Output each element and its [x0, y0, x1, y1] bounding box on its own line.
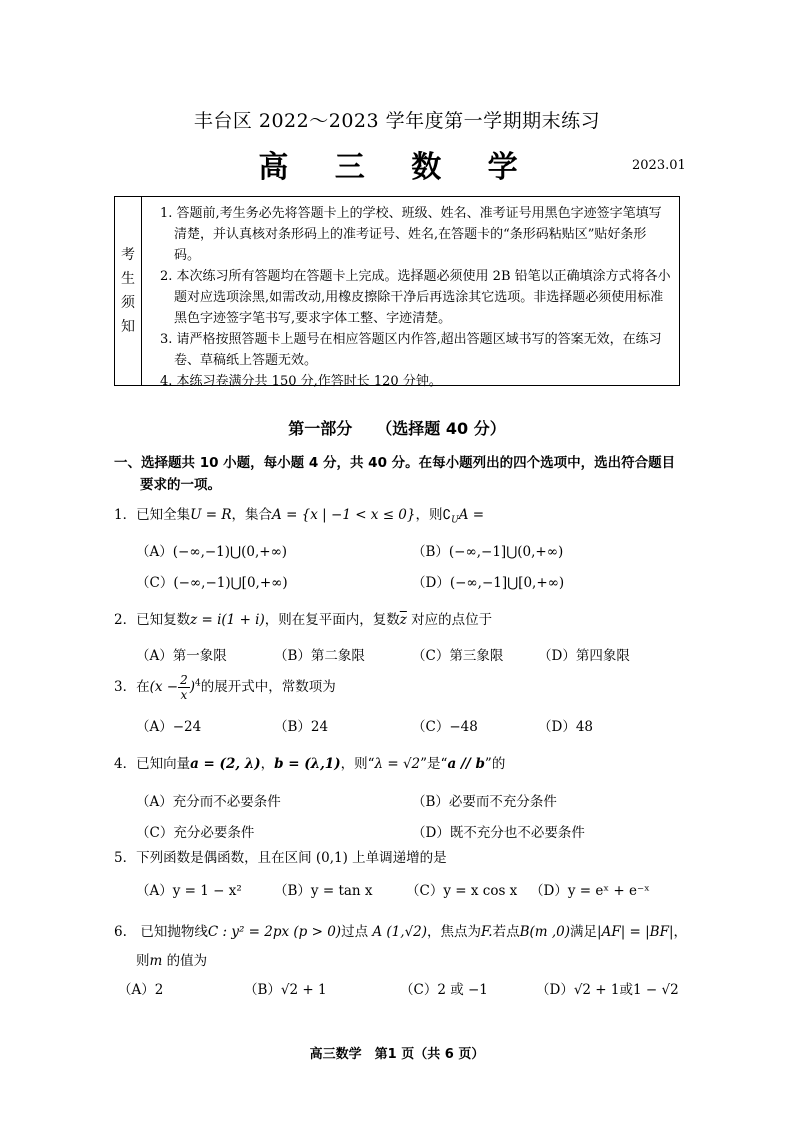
exam-title: 丰台区 2022～2023 学年度第一学期期末练习	[193, 110, 601, 132]
q6-math: m	[149, 953, 163, 969]
q1-text: ，集合	[231, 507, 273, 523]
question-5-stem: 5．下列函数是偶函数，且在区间 (0,1) 上单调递增的是	[114, 850, 447, 866]
q3-math: (x −	[149, 679, 179, 695]
q4-option-a: （A）充分而不必要条件	[136, 794, 281, 810]
notice-item: 1. 答题前,考生务必先将答题卡上的学校、班级、姓名、准考证号用黑色字迹签字笔填写清楚，并认真核对条形码上的准考证号、姓名,在答题卡的“条形码粘贴区”贴好条形码。	[160, 206, 662, 263]
q4-math: a = (2, λ)	[190, 756, 261, 772]
q2-text: 对应的点位于	[406, 612, 493, 628]
q6-math: |AF| = |BF|	[597, 924, 674, 940]
q6-text: 满足	[570, 924, 598, 940]
page-footer: 高三数学 第1 页（共 6 页）	[309, 1047, 485, 1062]
notice-body	[142, 197, 679, 389]
notice-label-char: 生	[121, 271, 135, 287]
q3-option-d: （D）48	[538, 719, 594, 735]
q4-math: a // b	[447, 756, 485, 772]
q3-fraction	[178, 673, 190, 702]
section-intro-line: 一、选择题共 10 小题，每小题 4 分，共 40 分。在每小题列出的四个选项中，选出符合题目	[114, 455, 676, 471]
q6-text: ，	[673, 924, 688, 940]
q6-option-d: （D）√2 + 1或1 − √2	[536, 982, 679, 998]
q6-text: ，焦点为	[427, 924, 482, 940]
q2-option-d: （D）第四象限	[538, 648, 630, 664]
q5-option-a: （A）y = 1 − x²	[136, 883, 242, 899]
q3-text: 3．在	[114, 679, 150, 695]
section-intro-line: 要求的一项。	[140, 477, 221, 493]
exam-date: 2023.01	[632, 158, 686, 173]
q4-text: ，则“	[340, 756, 375, 772]
q4-math: λ = √2	[374, 756, 421, 772]
q6-text: 的值为	[162, 953, 208, 969]
section-intro	[114, 452, 682, 496]
q6-option-c: （C）2 或 −1	[400, 982, 488, 998]
q1-math: A = {x | −1 < x ≤ 0}	[272, 507, 416, 523]
q6-math: F.	[481, 924, 493, 940]
q2-option-b: （B）第二象限	[274, 648, 365, 664]
q6-text: 过点	[341, 924, 369, 940]
notice-item: 4. 本练习卷满分共 150 分,作答时长 120 分钟。	[160, 374, 442, 389]
q6-math: B(m ,0)	[519, 924, 571, 940]
question-6-stem-line2	[136, 949, 716, 969]
q1-math: A =	[458, 507, 485, 523]
q1-option-d: （D）(−∞,−1]⋃[0,+∞)	[412, 575, 565, 591]
q2-text: ，则在复平面内，复数	[264, 612, 400, 628]
notice-label-char: 考	[121, 247, 135, 263]
question-2-stem	[114, 608, 694, 628]
q4-text: ”是“	[420, 756, 448, 772]
notice-item: 2. 本次练习所有答题均在答题卡上完成。选择题必须使用 2B 铅笔以正确填涂方式将各小题对应选项涂黑,如需改动,用橡皮擦除干净后再选涂其它选项。非选择题必须使用标准黑色字迹签字笔书写,要求字体工整、字迹清楚。	[160, 269, 671, 326]
q4-option-d: （D）既不充分也不必要条件	[412, 825, 585, 841]
q6-math: C : y² = 2px (p > 0)	[207, 924, 342, 940]
q1-option-b: （B）(−∞,−1]⋃(0,+∞)	[412, 544, 564, 560]
q4-text: 4．已知向量	[114, 756, 191, 772]
q4-option-c: （C）充分必要条件	[136, 825, 255, 841]
notice-label	[115, 197, 142, 385]
q3-text: 的展开式中，常数项为	[200, 679, 336, 695]
q1-text: 1．已知全集	[114, 507, 191, 523]
q3-option-c: （C）−48	[412, 719, 478, 735]
q6-option-b: （B）√2 + 1	[244, 982, 327, 998]
question-3-stem	[114, 673, 694, 702]
q5-option-b: （B）y = tan x	[274, 883, 373, 899]
q1-option-a: （A）(−∞,−1)⋃(0,+∞)	[136, 544, 288, 560]
notice-label-char: 知	[121, 319, 135, 335]
q1-subscript: U	[451, 515, 459, 526]
q2-text: 2．已知复数	[114, 612, 191, 628]
q4-math: b = (λ,1)	[274, 756, 341, 772]
q4-option-b: （B）必要而不充分条件	[412, 794, 557, 810]
q3-frac-num: 2	[180, 673, 188, 687]
part-one-title: 第一部分 （选择题 40 分）	[288, 419, 506, 438]
q2-option-a: （A）第一象限	[136, 648, 227, 664]
notice-label-char: 须	[121, 295, 135, 311]
q5-option-d: （D）y = eˣ + e⁻ˣ	[530, 883, 650, 899]
q2-conjugate: $\overline{z}$	[399, 612, 407, 628]
candidate-notice-box	[114, 196, 680, 389]
q3-option-a: （A）−24	[136, 719, 202, 735]
question-1-stem	[114, 503, 694, 526]
q6-text: 则	[136, 953, 150, 969]
q3-exponent: 4	[195, 678, 201, 689]
q3-option-b: （B）24	[274, 719, 329, 735]
q1-math: U = R	[190, 507, 232, 523]
notice-item: 3. 请严格按照答题卡上题号在相应答题区内作答,超出答题区域书写的答案无效，在练习卷、草稿纸上答题无效。	[160, 332, 662, 368]
q1-option-c: （C）(−∞,−1)⋃[0,+∞)	[136, 575, 288, 591]
question-4-stem	[114, 752, 694, 772]
q2-option-c: （C）第三象限	[412, 648, 504, 664]
q2-math: z = i(1 + i)	[190, 612, 265, 628]
subject-title: 高 三 数 学	[258, 150, 536, 185]
q5-option-c: （C）y = x cos x	[406, 883, 518, 899]
q6-text: 若点	[492, 924, 520, 940]
q4-text: ，	[260, 756, 275, 772]
q6-math: A (1,√2)	[372, 924, 428, 940]
q4-text: ”的	[484, 756, 506, 772]
q3-frac-den: x	[180, 688, 188, 702]
q3-math: )	[189, 679, 195, 695]
q6-text: 6. 已知抛物线	[114, 924, 208, 940]
question-6-stem	[114, 920, 714, 940]
q1-text: ，则	[415, 507, 443, 523]
q6-option-a: （A）2	[118, 982, 164, 998]
q1-complement-symbol: ∁	[442, 507, 452, 523]
